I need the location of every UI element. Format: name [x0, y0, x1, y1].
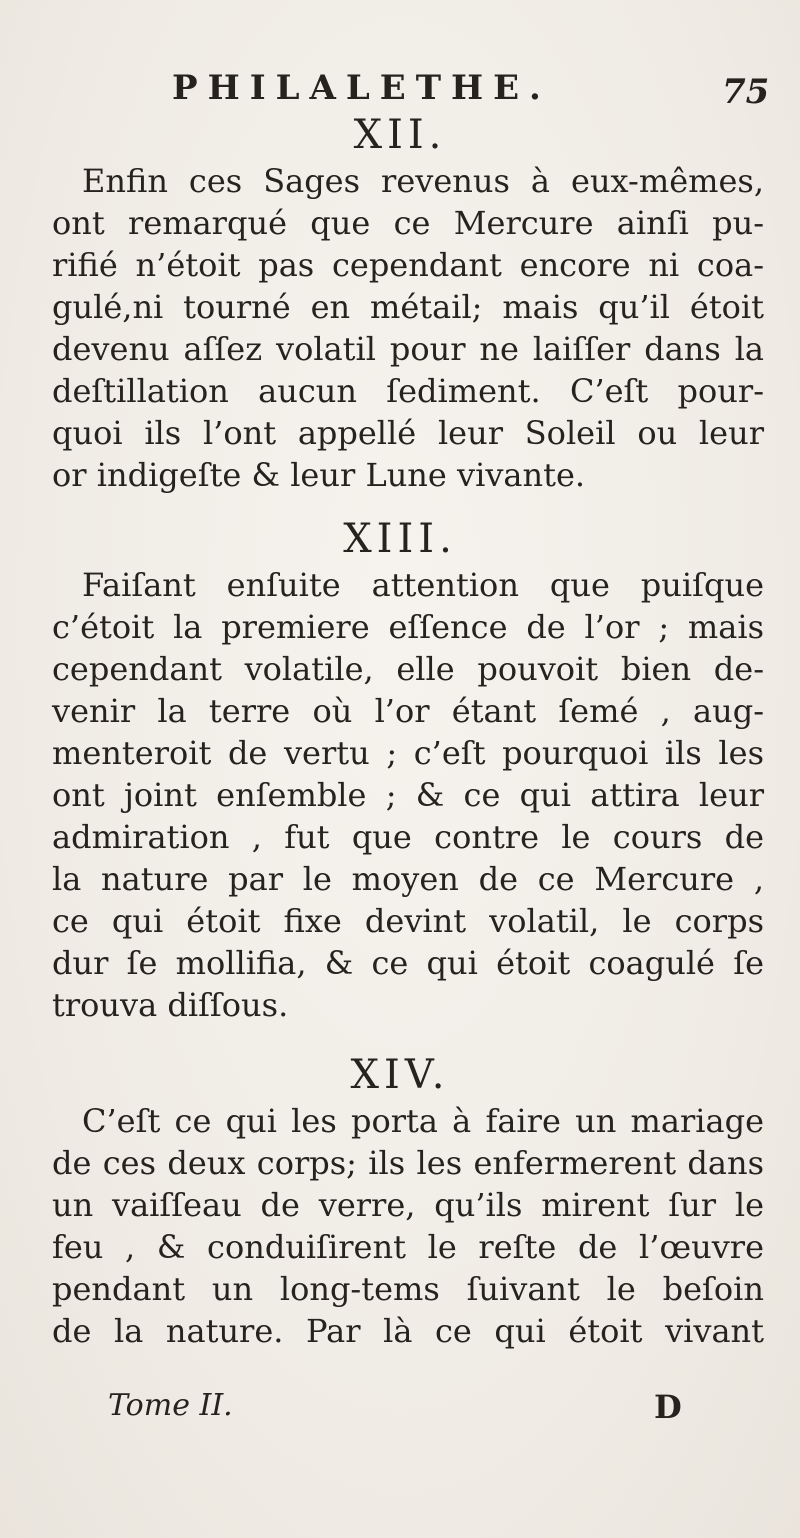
paragraph-xiii	[52, 564, 764, 1026]
text-line: Enfin ces Sages revenus à eux-mêmes,	[82, 162, 764, 200]
volume-label: Tome II.	[108, 1388, 233, 1423]
text-line: devenu aſſez volatil pour ne laiſſer dans la	[52, 330, 764, 368]
text-line: quoi ils l’ont appellé leur Soleil ou leur	[52, 414, 764, 452]
text-line: pendant un long-tems ſuivant le beſoin	[52, 1270, 764, 1308]
text-line: venir la terre où l’or étant ſemé , aug-	[52, 692, 764, 730]
text-line: c’étoit la premiere eſſence de l’or ; mais	[52, 608, 764, 646]
page-number: 75	[722, 72, 770, 112]
text-line: un vaiſſeau de verre, qu’ils mirent ſur le	[52, 1186, 764, 1224]
section-heading-xiii: XIII.	[343, 516, 457, 562]
text-line: admiration , fut que contre le cours de	[52, 818, 764, 856]
text-line: ce qui étoit fixe devint volatil, le corps	[52, 902, 764, 940]
running-head: PHILALETHE.	[172, 68, 551, 108]
text-line: ont remarqué que ce Mercure ainſi pu-	[52, 204, 764, 242]
text-line: dur ſe mollifia, & ce qui étoit coagulé ſe	[52, 944, 764, 982]
paragraph-xii	[52, 160, 764, 496]
text-line: menteroit de vertu ; c’eſt pourquoi ils les	[52, 734, 764, 772]
text-line: de la nature. Par là ce qui étoit vivant	[52, 1312, 764, 1350]
text-line: de ces deux corps; ils les enfermerent dans	[52, 1144, 764, 1182]
text-line: rifié n’étoit pas cependant encore ni coa-	[52, 246, 764, 284]
text-line: deſtillation aucun ſediment. C’eſt pour-	[52, 372, 764, 410]
paragraph-xiv	[52, 1100, 764, 1352]
signature-mark: D	[654, 1388, 682, 1426]
text-line: gulé,ni tourné en métail; mais qu’il étoit	[52, 288, 764, 326]
text-line: C’eſt ce qui les porta à faire un mariage	[82, 1102, 764, 1140]
section-heading-xiv: XIV.	[350, 1052, 450, 1098]
text-line: la nature par le moyen de ce Mercure ,	[52, 860, 764, 898]
text-line: Faiſant enſuite attention que puiſque	[82, 566, 764, 604]
section-heading-xii: XII.	[353, 112, 447, 158]
text-line: ont joint enſemble ; & ce qui attira leur	[52, 776, 764, 814]
text-line: trouva diſſous.	[52, 986, 289, 1024]
text-line: or indigeſte & leur Lune vivante.	[52, 456, 586, 494]
text-line: cependant volatile, elle pouvoit bien de-	[52, 650, 764, 688]
text-line: feu , & conduiſirent le reſte de l’œuvre	[52, 1228, 764, 1266]
